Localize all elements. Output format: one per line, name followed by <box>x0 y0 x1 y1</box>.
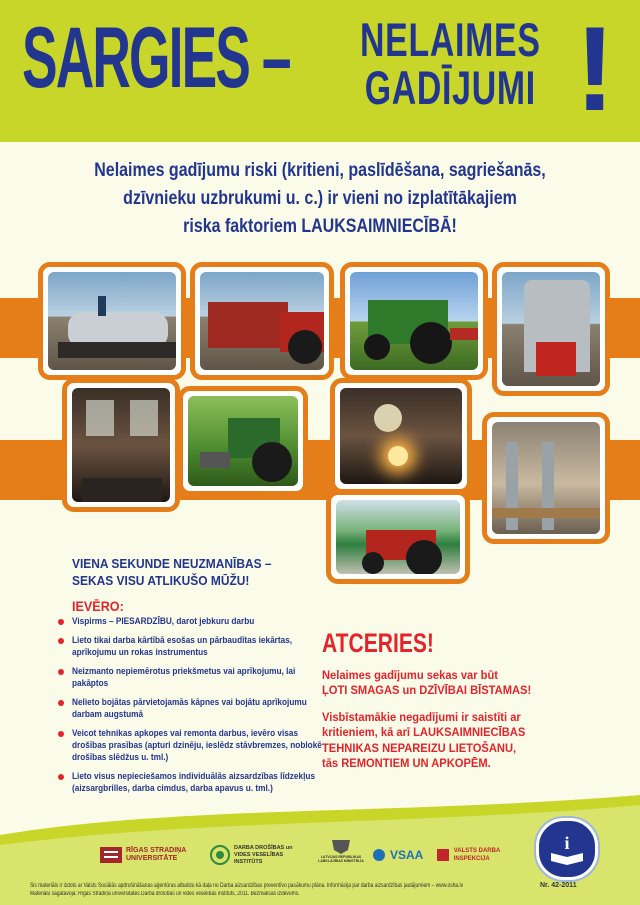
tagline-line-1: VIENA SEKUNDE NEUZMANĪBAS – <box>72 556 272 571</box>
atceries-heading: ATCERIES! <box>322 628 434 658</box>
tagline-line-2: SEKAS VISU ATLIKUŠO MŪŽU! <box>72 573 250 588</box>
intro-line-1: Nelaimes gadījumu riski (kritieni, paslīdēšana, sagriešanās, <box>94 159 546 181</box>
photo-green-tractor <box>340 262 488 380</box>
bullet-icon <box>58 669 64 675</box>
list-item: Lieto visus nepieciešamos individuālās aizsardzības līdzekļus (aizsargbrilles, darba cimdus, darba apavus u. tml.) <box>58 771 318 795</box>
atceries-paragraph-1: Nelaimes gadījumu sekas var būt ĻOTI SMAGAS un DZĪVĪBAI BĪSTAMAS! <box>322 668 532 698</box>
intro-line-2: dzīvnieku uzbrukumi u. c.) ir vieni no izplatītākajiem <box>123 187 517 209</box>
vdi-logo: VALSTS DARBA INSPEKCIJA <box>436 838 536 872</box>
bullet-icon <box>58 731 64 737</box>
list-item: Neizmanto nepiemērotus priekšmetus vai aprīkojumu, lai pakāptos <box>58 666 318 690</box>
photo-milking-parlour <box>482 412 610 544</box>
title-main: SARGIES – <box>22 10 290 106</box>
ievero-list <box>58 616 322 802</box>
institute-emblem-icon <box>210 845 230 865</box>
intro-text <box>20 156 620 240</box>
photo-welding-work <box>330 378 472 494</box>
intro-line-3: riska faktoriem LAUKSAIMNIECĪBĀ! <box>183 215 457 237</box>
header-banner <box>0 0 640 142</box>
bullet-icon <box>58 619 64 625</box>
rsu-logo: RĪGAS STRADIŅA UNIVERSITĀTE <box>100 838 200 872</box>
rsu-emblem-icon <box>100 847 122 863</box>
list-item: Vispirms – PIESARDZĪBU, darot jebkuru darbu <box>58 616 318 628</box>
list-item: Lieto tikai darba kārtībā esošas un pārbaudītas iekārtas, aprīkojumu un rokas instrumentus <box>58 635 318 659</box>
book-i-icon <box>539 821 595 877</box>
photo-red-tractor-mixer <box>190 262 334 380</box>
tagline <box>72 555 272 589</box>
bullet-icon <box>58 638 64 644</box>
photo-front-loader-tractor <box>178 386 308 496</box>
footer-note: Šis materiāls ir izdots ar Valsts Sociālās apdrošināšanas aģentūras atbalstu kā daļa no Darba aizsardzības preventīvo pasākumu plāna. Informācija par darba aizsardzības jautājumiem – www.osha.lv Materiālu sagatavoja: Rīgas Stradiņa universitātes Darba drošības un vides veselības institūts, 2011. Bezmaksas izdevums. <box>30 883 464 897</box>
vsaa-emblem-icon <box>372 848 386 862</box>
bullet-icon <box>58 700 64 706</box>
title-line-1: NELAIMES <box>360 13 541 66</box>
photo-workshop-interior <box>62 378 180 512</box>
bullet-icon <box>58 774 64 780</box>
photo-red-old-tractor <box>326 490 470 584</box>
issue-number: Nr. 42-2011 <box>540 882 577 889</box>
title-line-2: GADĪJUMI <box>364 61 536 114</box>
exclamation-mark: ! <box>575 2 615 136</box>
list-item: Nelieto bojātas pārvietojamās kāpnes vai bojātu aprīkojumu darbam augstumā <box>58 697 318 721</box>
vsaa-logo: VSAA <box>372 838 432 872</box>
institute-logo: DARBA DROŠĪBAS un VIDES VESELĪBAS INSTITŪTS <box>210 838 310 872</box>
atceries-paragraph-2: Visbīstamākie negadījumi ir saistīti ar kritieniem, kā arī LAUKSAIMNIECĪBAS TEHNIKAS NEPAREIZU LIETOŠANU, tās REMONTIEM UN APKOPĒM. <box>322 710 526 771</box>
list-item: Veicot tehnikas apkopes vai remonta darbus, ievēro visas drošības prasības (apturi dzinēju, ieslēdz stāvbremzes, noblokē drošības slēdžus u. tml.) <box>58 728 318 764</box>
ievero-heading: IEVĒRO: <box>72 598 124 614</box>
info-book-icon <box>536 818 598 880</box>
ministry-logo: LATVIJAS REPUBLIKAS LABKLĀJĪBAS MINISTRIJA <box>316 838 366 872</box>
photo-tanker-truck <box>38 262 186 380</box>
ministry-crest-icon <box>330 838 352 854</box>
title-secondary <box>360 13 541 114</box>
photo-grain-silo <box>492 262 610 396</box>
vdi-emblem-icon <box>436 848 450 862</box>
svg-text:i: i <box>564 833 570 853</box>
